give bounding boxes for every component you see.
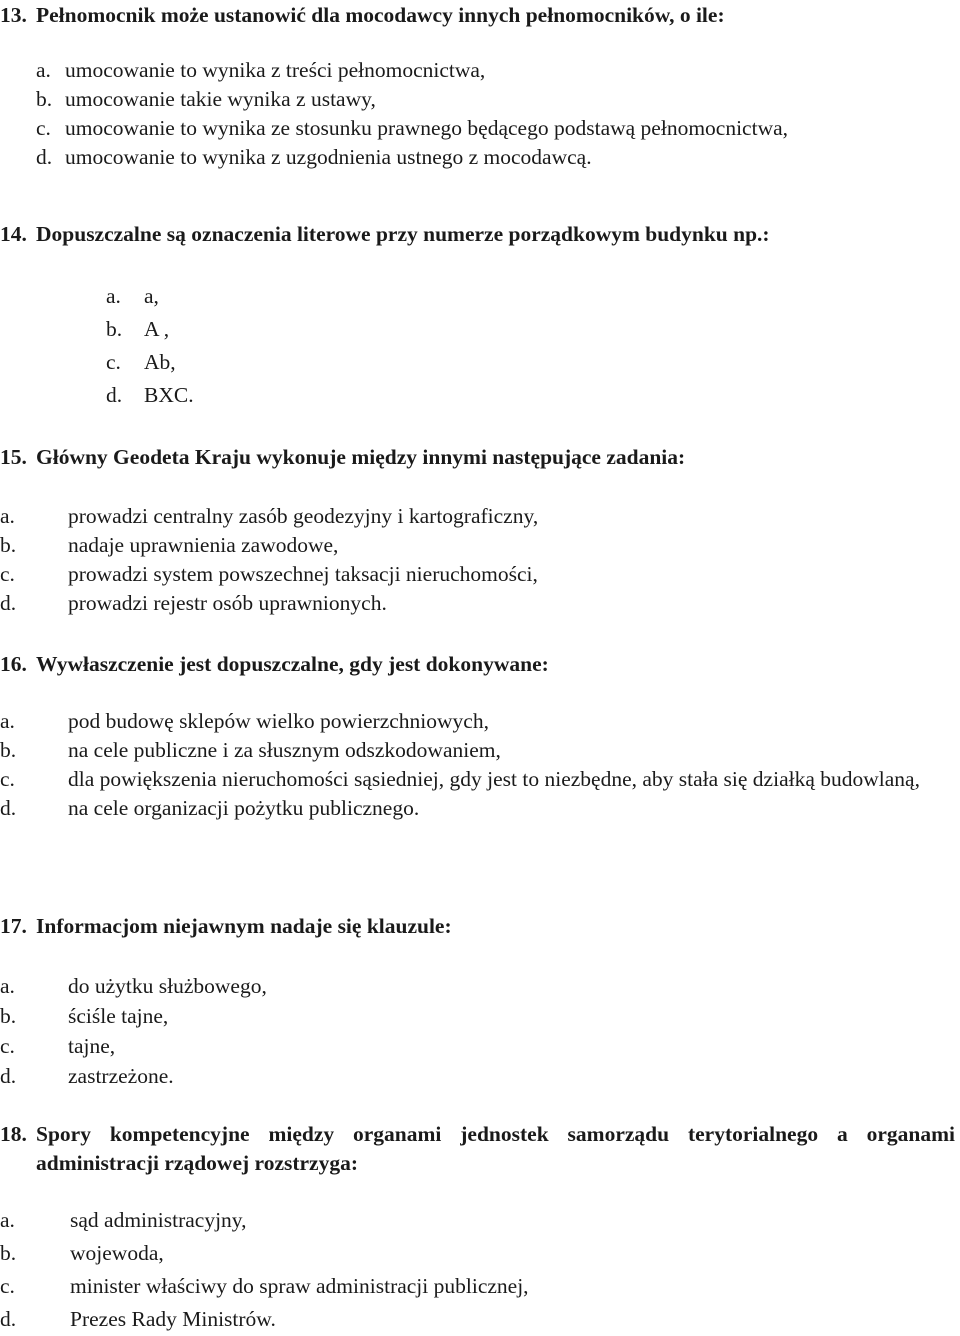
answer-letter: a.	[106, 284, 121, 308]
question-15	[0, 444, 955, 615]
answer-text: wojewoda,	[70, 1241, 164, 1265]
answer-letter: c.	[106, 350, 121, 374]
answer-letter: b.	[0, 738, 17, 762]
question-title	[0, 444, 955, 471]
question-text: Dopuszczalne są oznaczenia literowe przy numerze porządkowym budynku np.:	[36, 222, 770, 246]
answer-option	[0, 1031, 267, 1061]
answer-letter: a.	[36, 58, 51, 82]
answer-option	[0, 736, 955, 765]
answer-letter: d.	[36, 145, 53, 169]
question-text: Informacjom niejawnym nadaje się klauzule:	[36, 914, 452, 938]
answer-text: minister właściwy do spraw administracji publicznej,	[70, 1274, 529, 1298]
answer-letter: c.	[0, 562, 15, 586]
answer-text: pod budowę sklepów wielko powierzchniowych,	[68, 709, 489, 733]
answer-text: nadaje uprawnienia zawodowe,	[68, 533, 339, 557]
question-number: 14.	[0, 222, 27, 246]
answer-text: prowadzi system powszechnej taksacji nieruchomości,	[68, 562, 538, 586]
answer-option	[36, 85, 788, 114]
question-number: 16.	[0, 652, 27, 676]
answer-option	[0, 1303, 529, 1336]
answer-option	[0, 707, 955, 736]
question-title	[0, 221, 955, 248]
answer-text: ściśle tajne,	[68, 1004, 169, 1028]
answer-option	[0, 1204, 529, 1237]
answer-text: tajne,	[68, 1034, 116, 1058]
answer-option	[0, 502, 538, 531]
answer-option	[0, 765, 955, 794]
question-13	[0, 2, 955, 169]
answer-letter: d.	[0, 796, 17, 820]
answer-text: Ab,	[144, 350, 176, 374]
answer-option	[106, 313, 194, 346]
answer-letter: d.	[0, 1307, 17, 1331]
answer-letter: c.	[0, 1274, 15, 1298]
question-title	[0, 1120, 955, 1178]
answer-text: A ,	[144, 317, 170, 341]
answer-text: na cele publiczne i za słusznym odszkodowaniem,	[68, 738, 501, 762]
answer-option	[0, 589, 538, 618]
answer-text: umocowanie to wynika z uzgodnienia ustnego z mocodawcą.	[65, 145, 592, 169]
answer-letter: c.	[0, 767, 15, 791]
answer-text: umocowanie to wynika z treści pełnomocnictwa,	[65, 58, 486, 82]
answer-option	[0, 1001, 267, 1031]
answer-text: a,	[144, 284, 159, 308]
answer-text: zastrzeżone.	[68, 1064, 174, 1088]
answer-letter: d.	[0, 1064, 17, 1088]
answer-option	[0, 1237, 529, 1270]
answer-list	[0, 971, 267, 1091]
question-14	[0, 221, 955, 407]
answer-option	[0, 531, 538, 560]
answer-option	[0, 794, 955, 823]
answer-text: umocowanie takie wynika z ustawy,	[65, 87, 376, 111]
answer-option	[0, 1270, 529, 1303]
answer-text: umocowanie to wynika ze stosunku prawnego będącego podstawą pełnomocnictwa,	[65, 116, 789, 140]
answer-letter: b.	[0, 1004, 17, 1028]
answer-option	[36, 56, 788, 85]
answer-letter: c.	[0, 1034, 15, 1058]
answer-text: na cele organizacji pożytku publicznego.	[68, 796, 420, 820]
answer-option	[106, 379, 194, 412]
answer-text: do użytku służbowego,	[68, 974, 267, 998]
question-title	[0, 913, 955, 940]
answer-letter: d.	[106, 383, 123, 407]
question-title	[0, 2, 955, 29]
answer-letter: b.	[0, 1241, 17, 1265]
answer-list	[0, 1204, 529, 1336]
question-text: Wywłaszczenie jest dopuszczalne, gdy jest dokonywane:	[36, 652, 549, 676]
question-number: 13.	[0, 3, 27, 27]
answer-text: Prezes Rady Ministrów.	[70, 1307, 276, 1331]
answer-option	[36, 114, 788, 143]
question-18	[0, 1120, 955, 1331]
answer-letter: b.	[36, 87, 53, 111]
answer-option	[36, 143, 788, 172]
answer-letter: b.	[0, 533, 17, 557]
answer-letter: a.	[0, 504, 15, 528]
question-text: Spory kompetencyjne między organami jednostek samorządu terytorialnego a organami administracji rządowej rozstrzyga:	[36, 1122, 955, 1175]
question-17	[0, 913, 955, 1088]
answer-text: prowadzi rejestr osób uprawnionych.	[68, 591, 387, 615]
question-16	[0, 651, 955, 820]
answer-letter: d.	[0, 591, 17, 615]
answer-option	[0, 1061, 267, 1091]
answer-letter: b.	[106, 317, 123, 341]
question-title	[0, 651, 955, 678]
answer-text: BXC.	[144, 383, 194, 407]
answer-option	[106, 280, 194, 313]
question-text: Główny Geodeta Kraju wykonuje między innymi następujące zadania:	[36, 445, 686, 469]
question-number: 15.	[0, 445, 27, 469]
answer-option	[0, 971, 267, 1001]
answer-letter: a.	[0, 709, 15, 733]
answer-option	[0, 560, 538, 589]
answer-option	[106, 346, 194, 379]
answer-letter: a.	[0, 974, 15, 998]
answer-list	[0, 707, 955, 823]
question-number: 18.	[0, 1122, 27, 1146]
question-text: Pełnomocnik może ustanowić dla mocodawcy innych pełnomocników, o ile:	[36, 3, 725, 27]
answer-text: prowadzi centralny zasób geodezyjny i kartograficzny,	[68, 504, 539, 528]
answer-letter: c.	[36, 116, 51, 140]
answer-letter: a.	[0, 1208, 15, 1232]
answer-list	[0, 502, 538, 618]
answer-text: sąd administracyjny,	[70, 1208, 247, 1232]
answer-text: dla powiększenia nieruchomości sąsiedniej, gdy jest to niezbędne, aby stała się działką budowlaną,	[68, 767, 920, 791]
question-number: 17.	[0, 914, 27, 938]
answer-list	[36, 56, 788, 172]
answer-list	[106, 280, 194, 412]
